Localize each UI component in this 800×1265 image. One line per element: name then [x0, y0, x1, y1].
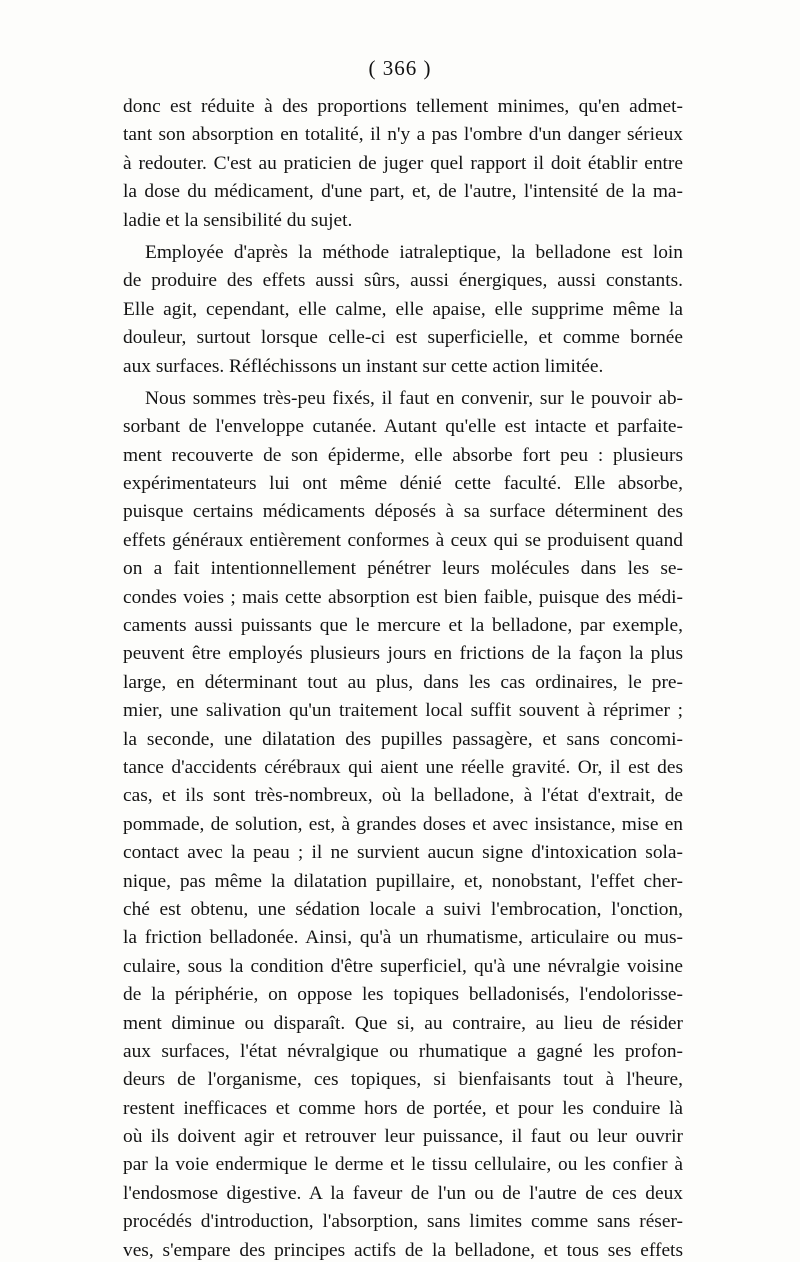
text-line: Elle agit, cependant, elle calme, elle apaise, elle supprime même la — [123, 298, 683, 320]
paragraph-2 — [123, 239, 683, 381]
text-line: ladie et la sensibilité du sujet. — [123, 209, 353, 231]
text-line: à redouter. C'est au praticien de juger quel rapport il doit établir entre — [123, 152, 683, 174]
text-line: aux surfaces. Réfléchissons un instant sur cette action limitée. — [123, 355, 604, 377]
text-line: de produire des effets aussi sûrs, aussi énergiques, aussi constants. — [123, 270, 683, 292]
text-line: la friction belladonée. Ainsi, qu'à un rhumatisme, articulaire ou mus- — [123, 927, 683, 949]
text-line: la dose du médicament, d'une part, et, de l'autre, l'intensité de la ma- — [123, 181, 683, 203]
text-line: ment recouverte de son épiderme, elle absorbe fort peu : plusieurs — [123, 444, 683, 466]
text-line: où ils doivent agir et retrouver leur puissance, il faut ou leur ouvrir — [123, 1126, 683, 1148]
page-number: ( 366 ) — [368, 56, 432, 80]
text-line: peuvent être employés plusieurs jours en frictions de la façon la plus — [123, 643, 683, 665]
text-line: par la voie endermique le derme et le tissu cellulaire, ou les confier à — [123, 1154, 683, 1176]
text-line: tant son absorption en totalité, il n'y a pas l'ombre d'un danger sérieux — [123, 124, 683, 146]
text-line: cas, et ils sont très-nombreux, où la belladone, à l'état d'extrait, de — [123, 785, 683, 807]
text-line: ment diminue ou disparaît. Que si, au contraire, au lieu de résider — [123, 1012, 683, 1034]
text-line: expérimentateurs lui ont même dénié cette faculté. Elle absorbe, — [123, 473, 683, 495]
text-line: l'endosmose digestive. A la faveur de l'un ou de l'autre de ces deux — [123, 1182, 683, 1204]
text-line: restent inefficaces et comme hors de portée, et pour les conduire là — [123, 1097, 683, 1119]
paragraph-1 — [123, 93, 683, 235]
text-line: on a fait intentionnellement pénétrer leurs molécules dans les se- — [123, 558, 683, 580]
text-line: condes voies ; mais cette absorption est bien faible, puisque des médi- — [123, 586, 683, 608]
text-line: Nous sommes très-peu fixés, il faut en convenir, sur le pouvoir ab- — [145, 387, 683, 409]
text-line: ves, s'empare des principes actifs de la belladone, et tous ses effets — [123, 1239, 683, 1261]
text-line: aux surfaces, l'état névralgique ou rhumatique a gagné les profon- — [123, 1040, 683, 1062]
text-line: effets généraux entièrement conformes à ceux qui se produisent quand — [123, 529, 683, 551]
text-line: puisque certains médicaments déposés à sa surface déterminent des — [123, 501, 683, 523]
text-line: pommade, de solution, est, à grandes doses et avec insistance, mise en — [123, 813, 683, 835]
text-line: tance d'accidents cérébraux qui aient une réelle gravité. Or, il est des — [123, 756, 683, 778]
text-line: culaire, sous la condition d'être superficiel, qu'à une névralgie voisine — [123, 955, 683, 977]
text-line: caments aussi puissants que le mercure et la belladone, par exemple, — [123, 615, 683, 637]
text-line: la seconde, une dilatation des pupilles passagère, et sans concomi- — [123, 728, 683, 750]
text-line: ché est obtenu, une sédation locale a suivi l'embrocation, l'onction, — [123, 898, 683, 920]
text-line: Employée d'après la méthode iatraleptique, la belladone est loin — [145, 241, 683, 263]
body-text — [123, 93, 683, 1265]
paragraph-3 — [123, 385, 683, 1265]
text-line: large, en déterminant tout au plus, dans les cas ordinaires, le pre- — [123, 671, 683, 693]
text-line: deurs de l'organisme, ces topiques, si bienfaisants tout à l'heure, — [123, 1069, 683, 1091]
text-line: sorbant de l'enveloppe cutanée. Autant qu'elle est intacte et parfaite- — [123, 416, 683, 438]
text-line: douleur, surtout lorsque celle-ci est superficielle, et comme bornée — [123, 327, 683, 349]
text-line: donc est réduite à des proportions tellement minimes, qu'en admet- — [123, 96, 683, 117]
text-line: nique, pas même la dilatation pupillaire, et, nonobstant, l'effet cher- — [123, 870, 683, 892]
text-line: mier, une salivation qu'un traitement local suffit souvent à réprimer ; — [123, 700, 683, 722]
text-line: de la périphérie, on oppose les topiques belladonisés, l'endolorisse- — [123, 984, 683, 1006]
text-line: contact avec la peau ; il ne survient aucun signe d'intoxication sola- — [123, 842, 683, 864]
text-line: procédés d'introduction, l'absorption, sans limites comme sans réser- — [123, 1211, 683, 1233]
